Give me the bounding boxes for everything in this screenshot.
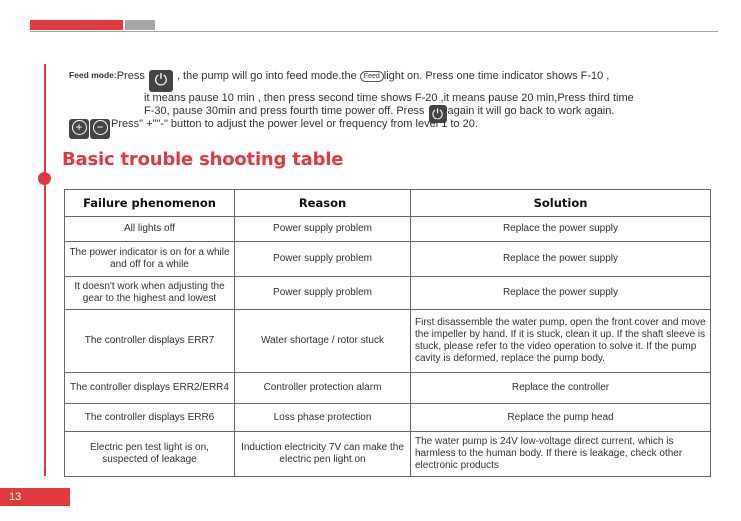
solution-cell: Replace the power supply xyxy=(411,217,711,242)
feed-mode-text-4: F-30, pause 30min and press fourth time power off. Press xyxy=(144,104,425,117)
power-icon: ⏻ xyxy=(149,70,173,92)
reason-cell: Loss phase protection xyxy=(235,404,411,432)
reason-cell: Power supply problem xyxy=(235,217,411,242)
power-icon: ⏻ xyxy=(429,105,447,123)
header-reason: Reason xyxy=(235,190,411,217)
header-red-bar xyxy=(30,20,123,30)
minus-symbol: − xyxy=(93,120,108,135)
solution-cell: Replace the power supply xyxy=(411,242,711,277)
failure-cell: The controller displays ERR7 xyxy=(65,310,235,373)
header-rule xyxy=(30,31,718,32)
feed-mode-line-1 xyxy=(69,69,709,92)
side-accent-line xyxy=(44,64,46,476)
trouble-shooting-table xyxy=(64,189,711,477)
solution-cell: Replace the power supply xyxy=(411,277,711,310)
failure-cell: It doesn't work when adjusting the gear to the highest and lowest xyxy=(65,277,235,310)
failure-cell: The controller displays ERR6 xyxy=(65,404,235,432)
feed-mode-text-2: , the pump will go into feed mode.the xyxy=(173,70,357,82)
adjust-paragraph xyxy=(69,113,478,139)
solution-cell: First disassemble the water pump, open the front cover and move the impeller by hand. If it is stuck, clean it up. If the shaft sleeve is stuck, please refer to the video operation to solve it. If the pump cavity is deformed, replace the pump body. xyxy=(411,310,711,373)
reason-cell: Power supply problem xyxy=(235,277,411,310)
table-header-row xyxy=(65,190,711,217)
plus-symbol: + xyxy=(72,120,87,135)
solution-cell: Replace the pump head xyxy=(411,404,711,432)
header-failure-phenomenon: Failure phenomenon xyxy=(65,190,235,217)
table-row xyxy=(65,242,711,277)
minus-icon xyxy=(90,119,110,139)
table-row xyxy=(65,404,711,432)
feed-mode-text-3: light on. Press one time indicator shows F-10 , xyxy=(383,70,610,82)
failure-cell: The controller displays ERR2/ERR4 xyxy=(65,373,235,404)
feed-mode-text-1: Press xyxy=(116,70,145,82)
feed-mode-line-2: it means pause 10 min , then press second time shows F-20 ,it means pause 20 min,Press third time xyxy=(144,92,634,104)
feed-mode-label: Feed mode: xyxy=(69,70,117,80)
reason-cell: Power supply problem xyxy=(235,242,411,277)
plus-icon xyxy=(69,119,89,139)
solution-cell: The water pump is 24V low-voltage direct current, which is harmless to the human body. If there is leakage, check other electronic products xyxy=(411,432,711,477)
header-gray-bar xyxy=(125,20,155,30)
solution-cell: Replace the controller xyxy=(411,373,711,404)
reason-cell: Water shortage / rotor stuck xyxy=(235,310,411,373)
table-row xyxy=(65,310,711,373)
header-solution: Solution xyxy=(411,190,711,217)
page-number: 13 xyxy=(0,488,70,506)
section-title: Basic trouble shooting table xyxy=(62,149,344,170)
failure-cell: All lights off xyxy=(65,217,235,242)
table-row xyxy=(65,277,711,310)
failure-cell: The power indicator is on for a while and off for a while xyxy=(65,242,235,277)
feed-mode-text-5: again it will go back to work again. xyxy=(447,104,615,117)
table-row xyxy=(65,432,711,477)
failure-cell: Electric pen test light is on, suspected of leakage xyxy=(65,432,235,477)
adjust-text: Press" +""-" button to adjust the power level or frequency from level 1 to 20. xyxy=(111,118,478,130)
side-accent-dot xyxy=(38,172,51,185)
reason-cell: Induction electricity 7V can make the electric pen light on xyxy=(235,432,411,477)
table-row xyxy=(65,217,711,242)
reason-cell: Controller protection alarm xyxy=(235,373,411,404)
table-row xyxy=(65,373,711,404)
feed-indicator-icon: Feed xyxy=(360,71,384,82)
